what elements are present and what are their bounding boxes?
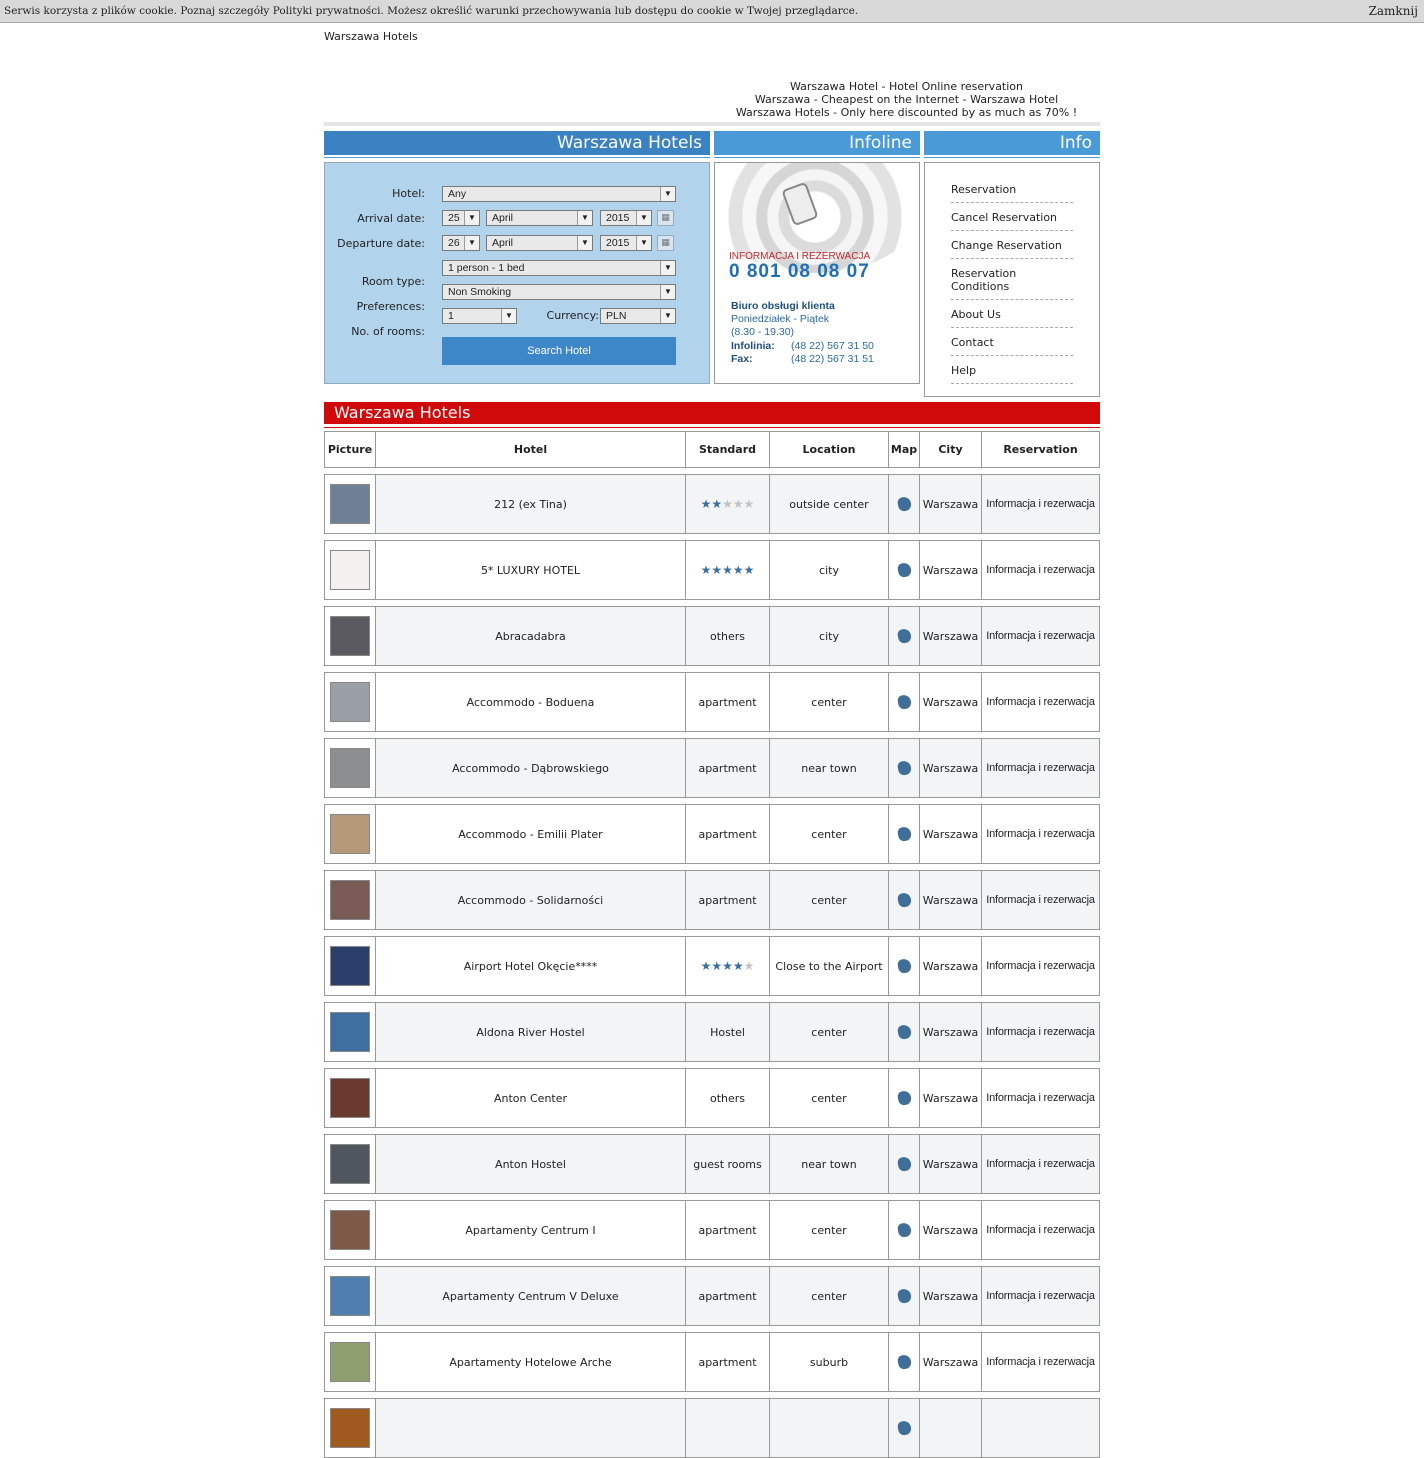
search-header: Warszawa Hotels <box>324 131 710 155</box>
standard-text: others <box>709 629 746 643</box>
map-icon[interactable] <box>896 1354 912 1370</box>
table-row <box>324 1398 1100 1458</box>
table-row <box>324 606 1100 666</box>
table-row <box>324 540 1100 600</box>
standard-cell <box>686 805 770 863</box>
map-icon[interactable] <box>896 1156 912 1172</box>
standard-text: apartment <box>698 1289 757 1303</box>
reservation-link[interactable]: Informacja i rezerwacja <box>986 1158 1095 1170</box>
hotel-select[interactable]: Any ▼ <box>442 186 676 202</box>
map-icon[interactable] <box>896 694 912 710</box>
picture-cell <box>325 1201 376 1259</box>
fax-value: (48 22) 567 31 51 <box>791 353 874 365</box>
map-icon[interactable] <box>896 958 912 974</box>
hotel-name[interactable]: Accommodo - Dąbrowskiego <box>376 739 686 797</box>
slogan <box>724 80 1089 119</box>
hotel-name[interactable]: Apartamenty Hotelowe Arche <box>376 1333 686 1391</box>
picture-cell <box>325 1135 376 1193</box>
city-cell: Warszawa <box>920 607 982 665</box>
infoline-header: Infoline <box>714 131 920 155</box>
standard-text: guest rooms <box>693 1157 762 1171</box>
location-cell: near town <box>770 739 889 797</box>
hotel-thumbnail[interactable] <box>330 748 370 788</box>
hotel-thumbnail[interactable] <box>330 1012 370 1052</box>
location-cell: center <box>770 1003 889 1061</box>
rooms-select[interactable]: 1 ▼ <box>442 308 517 324</box>
reservation-link[interactable]: Informacja i rezerwacja <box>986 696 1095 708</box>
infoline-number: 0 801 08 08 07 <box>729 261 870 282</box>
office-title: Biuro obsługi klienta <box>731 300 835 312</box>
table-row <box>324 738 1100 798</box>
standard-cell <box>686 937 770 995</box>
map-cell <box>889 937 920 995</box>
standard-cell <box>686 871 770 929</box>
table-header <box>324 431 1100 468</box>
map-cell <box>889 739 920 797</box>
currency-label: Currency: <box>546 309 599 322</box>
map-cell <box>889 1201 920 1259</box>
picture-cell <box>325 937 376 995</box>
menu-cancel-reservation[interactable]: Cancel Reservation <box>951 211 1073 231</box>
preferences-label: Preferences: <box>356 300 425 313</box>
city-cell <box>920 1399 982 1457</box>
map-cell <box>889 541 920 599</box>
cookie-close-button[interactable]: Zamknij <box>1368 4 1418 18</box>
standard-text: apartment <box>698 893 757 907</box>
table-row <box>324 804 1100 864</box>
departure-month-select[interactable]: April ▼ <box>486 235 593 251</box>
hotel-thumbnail[interactable] <box>330 1276 370 1316</box>
location-cell: city <box>770 607 889 665</box>
col-standard: Standard <box>686 432 770 467</box>
chevron-down-icon: ▼ <box>660 261 675 275</box>
picture-cell <box>325 1003 376 1061</box>
map-icon[interactable] <box>896 1024 912 1040</box>
standard-cell <box>686 1333 770 1391</box>
table-row <box>324 1332 1100 1392</box>
picture-cell <box>325 1267 376 1325</box>
reservation-link[interactable]: Informacja i rezerwacja <box>986 960 1095 972</box>
picture-cell <box>325 1399 376 1457</box>
reservation-link[interactable]: Informacja i rezerwacja <box>986 1224 1095 1236</box>
hotel-name[interactable]: Accommodo - Emilii Plater <box>376 805 686 863</box>
hotel-name[interactable]: Aldona River Hostel <box>376 1003 686 1061</box>
hotel-name[interactable]: Accommodo - Boduena <box>376 673 686 731</box>
chevron-down-icon: ▼ <box>660 187 675 201</box>
location-cell <box>770 1399 889 1457</box>
map-icon[interactable] <box>896 826 912 842</box>
hotel-name[interactable]: Anton Hostel <box>376 1135 686 1193</box>
search-form <box>324 162 710 384</box>
menu-reservation[interactable]: Reservation <box>951 183 1073 203</box>
city-cell: Warszawa <box>920 1069 982 1127</box>
table-row <box>324 936 1100 996</box>
calendar-icon[interactable]: ▦ <box>657 235 674 251</box>
room-type-label: Room type: <box>361 275 425 288</box>
hotel-thumbnail[interactable] <box>330 1408 370 1448</box>
hotel-thumbnail[interactable] <box>330 814 370 854</box>
standard-cell <box>686 475 770 533</box>
standard-text: apartment <box>698 761 757 775</box>
menu-reservation-conditions[interactable]: Reservation Conditions <box>951 267 1073 300</box>
reservation-link[interactable]: Informacja i rezerwacja <box>986 564 1095 576</box>
location-cell: city <box>770 541 889 599</box>
slogan-line: Warszawa - Cheapest on the Internet - Warszawa Hotel <box>754 93 1059 106</box>
map-cell <box>889 805 920 863</box>
picture-cell <box>325 871 376 929</box>
hotel-thumbnail[interactable] <box>330 1210 370 1250</box>
location-cell: center <box>770 673 889 731</box>
map-cell <box>889 1267 920 1325</box>
info-menu <box>924 162 1100 397</box>
map-cell <box>889 1003 920 1061</box>
hotel-name[interactable]: Apartamenty Centrum I <box>376 1201 686 1259</box>
col-reservation: Reservation <box>1003 443 1078 456</box>
map-icon[interactable] <box>896 1288 912 1304</box>
map-cell <box>889 475 920 533</box>
city-cell: Warszawa <box>920 871 982 929</box>
standard-cell <box>686 1069 770 1127</box>
picture-cell <box>325 805 376 863</box>
hotel-thumbnail[interactable] <box>330 946 370 986</box>
map-icon[interactable] <box>896 1420 912 1436</box>
reservation-link[interactable]: Informacja i rezerwacja <box>986 828 1095 840</box>
city-cell: Warszawa <box>920 1135 982 1193</box>
standard-text: others <box>709 1091 746 1105</box>
hotel-thumbnail[interactable] <box>330 682 370 722</box>
preferences-select[interactable]: Non Smoking ▼ <box>442 284 676 300</box>
rooms-label: No. of rooms: <box>351 325 425 338</box>
cookie-message: Serwis korzysta z plików cookie. Poznaj szczegóły Polityki prywatności. Możesz określić warunki przechowywania lub dostępu do cookie w Twojej przeglądarce. <box>4 5 859 17</box>
arrival-year-select[interactable]: 2015 ▼ <box>600 210 652 226</box>
map-cell <box>889 1333 920 1391</box>
chevron-down-icon: ▼ <box>577 236 592 250</box>
divider <box>324 427 1100 428</box>
hotel-name[interactable]: Anton Center <box>376 1069 686 1127</box>
arrival-label: Arrival date: <box>357 212 425 225</box>
hotel-thumbnail[interactable] <box>330 550 370 590</box>
city-cell: Warszawa <box>920 1201 982 1259</box>
chevron-down-icon: ▼ <box>464 211 479 225</box>
departure-day-select[interactable]: 26 ▼ <box>442 235 480 251</box>
map-icon[interactable] <box>896 892 912 908</box>
fax-label: Fax: <box>731 353 753 365</box>
infolinia-label: Infolinia: <box>731 340 775 352</box>
arrival-day-select[interactable]: 25 ▼ <box>442 210 480 226</box>
col-picture: Picture <box>325 432 376 467</box>
standard-text: apartment <box>698 1223 757 1237</box>
cookie-bar <box>0 0 1424 23</box>
hotel-name[interactable]: 212 (ex Tina) <box>376 475 686 533</box>
infoline-panel <box>714 162 920 384</box>
search-hotel-button[interactable]: Search Hotel <box>442 337 676 365</box>
standard-cell <box>686 1267 770 1325</box>
map-cell <box>889 871 920 929</box>
map-icon[interactable] <box>896 760 912 776</box>
city-cell: Warszawa <box>920 1267 982 1325</box>
currency-select[interactable]: PLN ▼ <box>600 308 676 324</box>
chevron-down-icon: ▼ <box>636 211 651 225</box>
table-row <box>324 672 1100 732</box>
picture-cell <box>325 673 376 731</box>
location-cell: center <box>770 1267 889 1325</box>
list-title: Warszawa Hotels <box>324 402 1100 424</box>
standard-text: apartment <box>698 695 757 709</box>
hotel-name[interactable] <box>376 1399 686 1457</box>
table-row <box>324 1068 1100 1128</box>
reservation-link[interactable]: Informacja i rezerwacja <box>986 1092 1095 1104</box>
map-cell <box>889 1069 920 1127</box>
picture-cell <box>325 475 376 533</box>
map-icon[interactable] <box>896 1090 912 1106</box>
map-cell <box>889 1399 920 1457</box>
menu-about-us[interactable]: About Us <box>951 308 1073 328</box>
office-days: Poniedziałek - Piątek <box>731 313 830 325</box>
city-cell: Warszawa <box>920 541 982 599</box>
reservation-link[interactable] <box>982 1399 1099 1457</box>
reservation-link[interactable]: Informacja i rezerwacja <box>986 1356 1095 1368</box>
chevron-down-icon: ▼ <box>501 309 516 323</box>
map-icon[interactable] <box>896 562 912 578</box>
city-cell: Warszawa <box>920 475 982 533</box>
star-rating: ★★★★★ <box>700 563 755 577</box>
standard-cell <box>686 1201 770 1259</box>
table-row <box>324 870 1100 930</box>
standard-cell <box>686 739 770 797</box>
location-cell: center <box>770 871 889 929</box>
standard-cell <box>686 607 770 665</box>
map-icon[interactable] <box>896 496 912 512</box>
arrival-month-select[interactable]: April ▼ <box>486 210 593 226</box>
menu-help[interactable]: Help <box>951 364 1073 384</box>
col-city: City <box>920 432 982 467</box>
standard-cell <box>686 1399 770 1457</box>
chevron-down-icon: ▼ <box>464 236 479 250</box>
location-cell: outside center <box>770 475 889 533</box>
hotel-name[interactable]: Accommodo - Solidarności <box>376 871 686 929</box>
info-header: Info <box>924 131 1100 155</box>
calendar-icon[interactable]: ▦ <box>657 210 674 226</box>
standard-text: Hostel <box>710 1025 745 1039</box>
table-row <box>324 1200 1100 1260</box>
standard-text: apartment <box>698 827 757 841</box>
hotel-thumbnail[interactable] <box>330 880 370 920</box>
office-hours: (8.30 - 19.30) <box>731 326 795 338</box>
hotel-thumbnail[interactable] <box>330 1342 370 1382</box>
reservation-link[interactable]: Informacja i rezerwacja <box>986 1026 1095 1038</box>
location-cell: center <box>770 1201 889 1259</box>
city-cell: Warszawa <box>920 1333 982 1391</box>
standard-cell <box>686 541 770 599</box>
map-cell <box>889 1135 920 1193</box>
chevron-down-icon: ▼ <box>577 211 592 225</box>
col-map: Map <box>889 432 920 467</box>
picture-cell <box>325 739 376 797</box>
menu-contact[interactable]: Contact <box>951 336 1073 356</box>
picture-cell <box>325 1069 376 1127</box>
site-title[interactable]: Warszawa Hotels <box>324 30 418 43</box>
slogan-line: Warszawa Hotel - Hotel Online reservation <box>789 80 1024 93</box>
location-cell: suburb <box>770 1333 889 1391</box>
col-location: Location <box>770 432 889 467</box>
map-cell <box>889 673 920 731</box>
location-cell: center <box>770 805 889 863</box>
table-row <box>324 1134 1100 1194</box>
standard-text: apartment <box>698 1355 757 1369</box>
reservation-link[interactable]: Informacja i rezerwacja <box>986 498 1095 510</box>
city-cell: Warszawa <box>920 937 982 995</box>
hotel-thumbnail[interactable] <box>330 1078 370 1118</box>
slogan-line: Warszawa Hotels - Only here discounted by as much as 70% ! <box>735 106 1078 119</box>
hotel-label: Hotel: <box>392 187 425 200</box>
col-hotel: Hotel <box>376 432 686 467</box>
infoline-caption: INFORMACJA I REZERWACJA <box>729 251 871 262</box>
departure-year-select[interactable]: 2015 ▼ <box>600 235 652 251</box>
menu-change-reservation[interactable]: Change Reservation <box>951 239 1073 259</box>
hotel-name[interactable]: Apartamenty Centrum V Deluxe <box>376 1267 686 1325</box>
picture-cell <box>325 541 376 599</box>
table-row <box>324 474 1100 534</box>
location-cell: Close to the Airport <box>770 937 889 995</box>
location-cell: center <box>770 1069 889 1127</box>
picture-cell <box>325 607 376 665</box>
hotel-name[interactable]: Airport Hotel Okęcie**** <box>376 937 686 995</box>
reservation-link[interactable]: Informacja i rezerwacja <box>986 630 1095 642</box>
map-icon[interactable] <box>896 628 912 644</box>
city-cell: Warszawa <box>920 739 982 797</box>
star-rating: ★★★★★ <box>700 497 755 511</box>
map-icon[interactable] <box>896 1222 912 1238</box>
departure-label: Departure date: <box>337 237 425 250</box>
city-cell: Warszawa <box>920 673 982 731</box>
reservation-link[interactable]: Informacja i rezerwacja <box>986 894 1095 906</box>
standard-cell <box>686 673 770 731</box>
chevron-down-icon: ▼ <box>660 309 675 323</box>
standard-cell <box>686 1003 770 1061</box>
map-cell <box>889 607 920 665</box>
star-rating: ★★★★★ <box>700 959 755 973</box>
location-cell: near town <box>770 1135 889 1193</box>
table-row <box>324 1002 1100 1062</box>
table-row <box>324 1266 1100 1326</box>
reservation-link[interactable]: Informacja i rezerwacja <box>986 762 1095 774</box>
divider <box>324 122 1100 126</box>
chevron-down-icon: ▼ <box>636 236 651 250</box>
hotel-name[interactable]: 5* LUXURY HOTEL <box>376 541 686 599</box>
city-cell: Warszawa <box>920 1003 982 1061</box>
room-type-select[interactable]: 1 person - 1 bed ▼ <box>442 260 676 276</box>
hotel-name[interactable]: Abracadabra <box>376 607 686 665</box>
city-cell: Warszawa <box>920 805 982 863</box>
hotel-thumbnail[interactable] <box>330 484 370 524</box>
picture-cell <box>325 1333 376 1391</box>
standard-cell <box>686 1135 770 1193</box>
reservation-link[interactable]: Informacja i rezerwacja <box>986 1290 1095 1302</box>
infolinia-value: (48 22) 567 31 50 <box>791 340 874 352</box>
hotel-thumbnail[interactable] <box>330 1144 370 1184</box>
hotel-thumbnail[interactable] <box>330 616 370 656</box>
chevron-down-icon: ▼ <box>660 285 675 299</box>
